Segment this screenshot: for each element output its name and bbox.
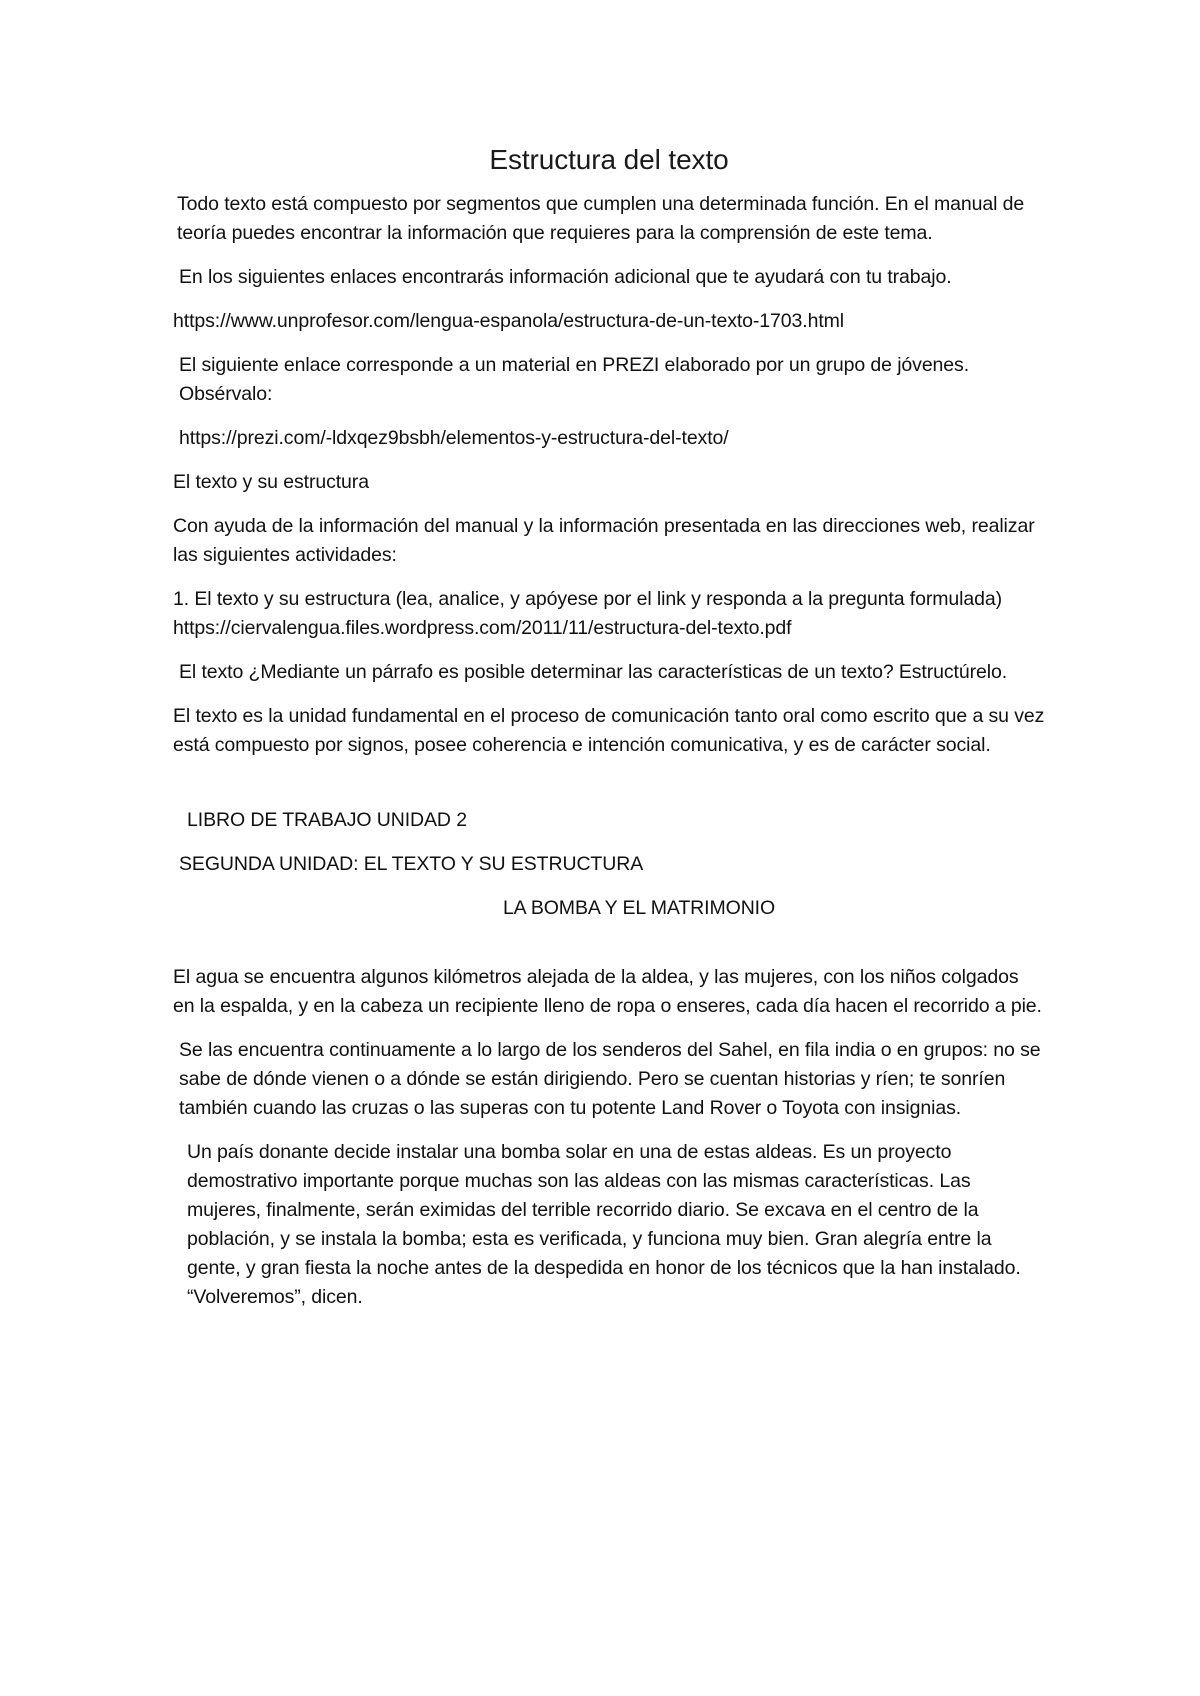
unprofesor-link[interactable]: https://www.unprofesor.com/lengua-espanola/estructura-de-un-texto-1703.html bbox=[173, 310, 845, 332]
prezi-intro-paragraph: El siguiente enlace corresponde a un material en PREZI elaborado por un grupo de jóvenes. Obsérvalo: bbox=[179, 354, 970, 405]
intro-paragraph: Todo texto está compuesto por segmentos que cumplen una determinada función. En el manual de teoría puedes encontrar la información que requieres para la comprensión de este tema. bbox=[177, 193, 1025, 244]
unit-heading: SEGUNDA UNIDAD: EL TEXTO Y SU ESTRUCTURA bbox=[179, 853, 644, 875]
story-paragraph-3: Un país donante decide instalar una bomba solar en una de estas aldeas. Es un proyecto demostrativo importante porque muchas son las aldeas con las mismas características. Las mujeres, finalmente, serán eximidas del terrible recorrido diario. Se excava en el centro de la población, y se instala la bomba; esta es verificada, y funciona muy bien. Gran alegría entre la gente, y gran fiesta la noche antes de la despedida en honor de los técnicos que la han instalado. “Volveremos”, dicen. bbox=[187, 1141, 1021, 1308]
page-title: Estructura del texto bbox=[489, 144, 729, 175]
activity-1-paragraph: 1. El texto y su estructura (lea, analice, y apóyese por el link y responda a la pregunta formulada) https://ciervalengua.files.wordpress.com/2011/11/estructura-del-texto.pdf bbox=[173, 588, 1002, 639]
answer-paragraph: El texto es la unidad fundamental en el proceso de comunicación tanto oral como escrito que a su vez está compuesto por signos, posee coherencia e intención comunicativa, y es de carácter social. bbox=[173, 705, 1045, 756]
story-paragraph-1: El agua se encuentra algunos kilómetros alejada de la aldea, y las mujeres, con los niños colgados en la espalda, y en la cabeza un recipiente lleno de ropa o enseres, cada día hacen el recorrido a pie. bbox=[173, 966, 1042, 1017]
document-body bbox=[173, 142, 1045, 1327]
story-title: LA BOMBA Y EL MATRIMONIO bbox=[502, 897, 776, 919]
instructions-paragraph: Con ayuda de la información del manual y la información presentada en las direcciones web, realizar las siguientes actividades: bbox=[173, 515, 1035, 566]
question-paragraph: El texto ¿Mediante un párrafo es posible determinar las características de un texto? Estructúrelo. bbox=[179, 661, 1008, 683]
workbook-heading: LIBRO DE TRABAJO UNIDAD 2 bbox=[187, 809, 467, 831]
story-paragraph-2: Se las encuentra continuamente a lo largo de los senderos del Sahel, en fila india o en grupos: no se sabe de dónde vienen o a dónde se están dirigiendo. Pero se cuentan historias y ríen; te sonríen también cuando las cruzas o las superas con tu potente Land Rover o Toyota con insignias. bbox=[179, 1039, 1041, 1119]
links-intro-paragraph: En los siguientes enlaces encontrarás información adicional que te ayudará con tu trabajo. bbox=[179, 266, 952, 288]
section-subtitle: El texto y su estructura bbox=[173, 471, 369, 493]
prezi-link[interactable]: https://prezi.com/-ldxqez9bsbh/elementos-y-estructura-del-texto/ bbox=[179, 427, 729, 449]
